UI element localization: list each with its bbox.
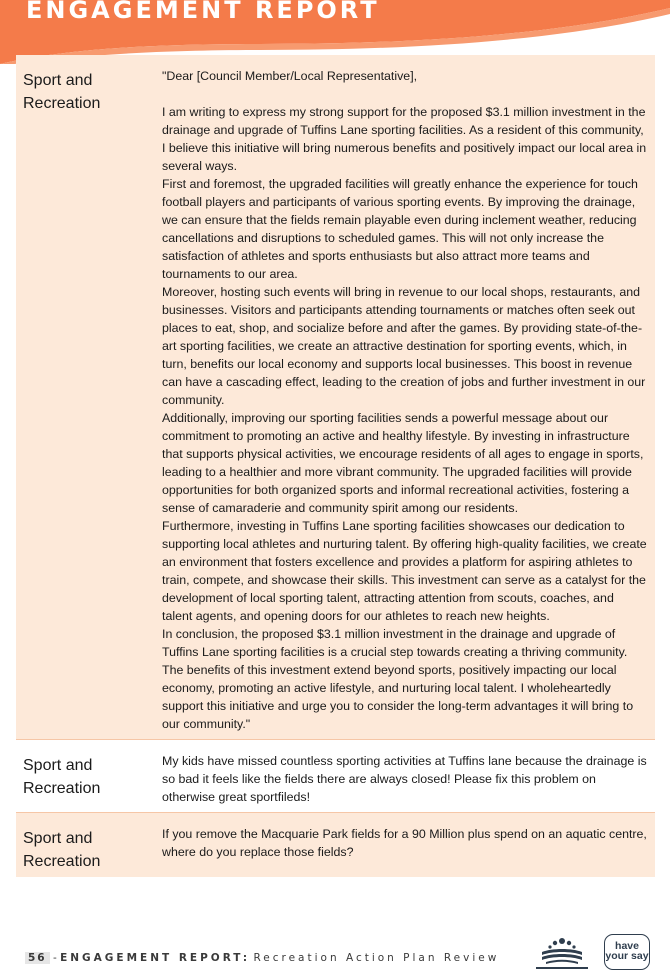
comment-paragraph: First and foremost, the upgraded facilities will greatly enhance the experience for touch football players and participants of various sporting events. By improving the drainage, we can ensure that the fields remain playable even during inclement weather, reducing cancellations and disruptions to scheduled games. This will not only increase the satisfaction of athletes and sports enthusiasts but also attract more teams and tournaments to our area. (162, 177, 638, 281)
comment-paragraph: I am writing to express my strong support for the proposed $3.1 million investment in the drainage and upgrade of Tuffins Lane sporting facilities. As a resident of this community, I believe this initiative will bring numerous benefits and positively impact our local area in several ways. (162, 105, 647, 173)
comment-cell (162, 813, 655, 878)
comment-paragraph: Additionally, improving our sporting facilities sends a powerful message about our commitment to promoting an active and healthy lifestyle. By investing in infrastructure that supports physical activities, we encourage residents of all ages to engage in sports, leading to a healthier and more vibrant community. The upgraded facilities will provide opportunities for both organized sports and informal recreational activities, fostering a sense of camaraderie and community spirit among our residents. (162, 411, 644, 515)
category-cell: Sport and Recreation (16, 813, 162, 878)
comment-cell (162, 740, 655, 813)
have-your-say-line1: have (615, 940, 639, 952)
table-row (16, 813, 655, 878)
comment-paragraph: In conclusion, the proposed $3.1 million investment in the drainage and upgrade of Tuffins Lane sporting facilities is a crucial step towards creating a thriving community. The benefits of this investment extend beyond sports, positively impacting our local economy, promoting an active lifestyle, and nurturing local talent. I wholeheartedly support this initiative and urge you to consider the long-term advantages it will bring to our community." (162, 627, 634, 731)
comment-paragraph: My kids have missed countless sporting activities at Tuffins lane because the drainage is so bad it feels like the fields there are always closed! Please fix this problem on otherwise great sportfileds! (162, 754, 647, 804)
page-footer (25, 952, 499, 964)
port-macquarie-hastings-council-logo-icon (532, 934, 592, 970)
footer-subtitle: Recreation Action Plan Review (253, 952, 500, 964)
footer-separator: - (49, 952, 61, 964)
have-your-say-logo (604, 934, 650, 970)
category-cell: Sport and Recreation (16, 740, 162, 813)
comment-paragraph: "Dear [Council Member/Local Representative], (162, 69, 418, 83)
have-your-say-line2: your say (605, 950, 649, 962)
table-row (16, 740, 655, 813)
comment-paragraph: Moreover, hosting such events will bring in revenue to our local shops, restaurants, and businesses. Visitors and participants attending tournaments or matches often seek out places to eat, shop, and socialize before and after the games. By providing state-of-the-art sporting facilities, we create an attractive destination for sporting events, which, in turn, benefits our local economy and supports local businesses. This boost in revenue can have a cascading effect, leading to the creation of jobs and further investment in our community. (162, 285, 646, 407)
engagement-entries-table (16, 55, 655, 877)
comment-paragraph: Furthermore, investing in Tuffins Lane sporting facilities showcases our dedication to supporting local athletes and nurturing talent. By offering high-quality facilities, we create an environment that fosters excellence and provides a platform for aspiring athletes to train, compete, and showcase their skills. This investment can serve as a catalyst for the development of local sporting talent, attracting attention from scouts, coaches, and talent agents, and opening doors for our athletes to reach new heights. (162, 519, 647, 623)
category-cell: Sport and Recreation (16, 55, 162, 740)
comment-cell (162, 55, 655, 740)
footer-report-label: ENGAGEMENT REPORT: (60, 952, 251, 964)
page-number: 56 (25, 952, 50, 964)
comment-paragraph: If you remove the Macquarie Park fields for a 90 Million plus spend on an aquatic centre, where do you replace those fields? (162, 827, 647, 859)
page-title: ENGAGEMENT REPORT (26, 0, 380, 24)
table-row (16, 55, 655, 740)
